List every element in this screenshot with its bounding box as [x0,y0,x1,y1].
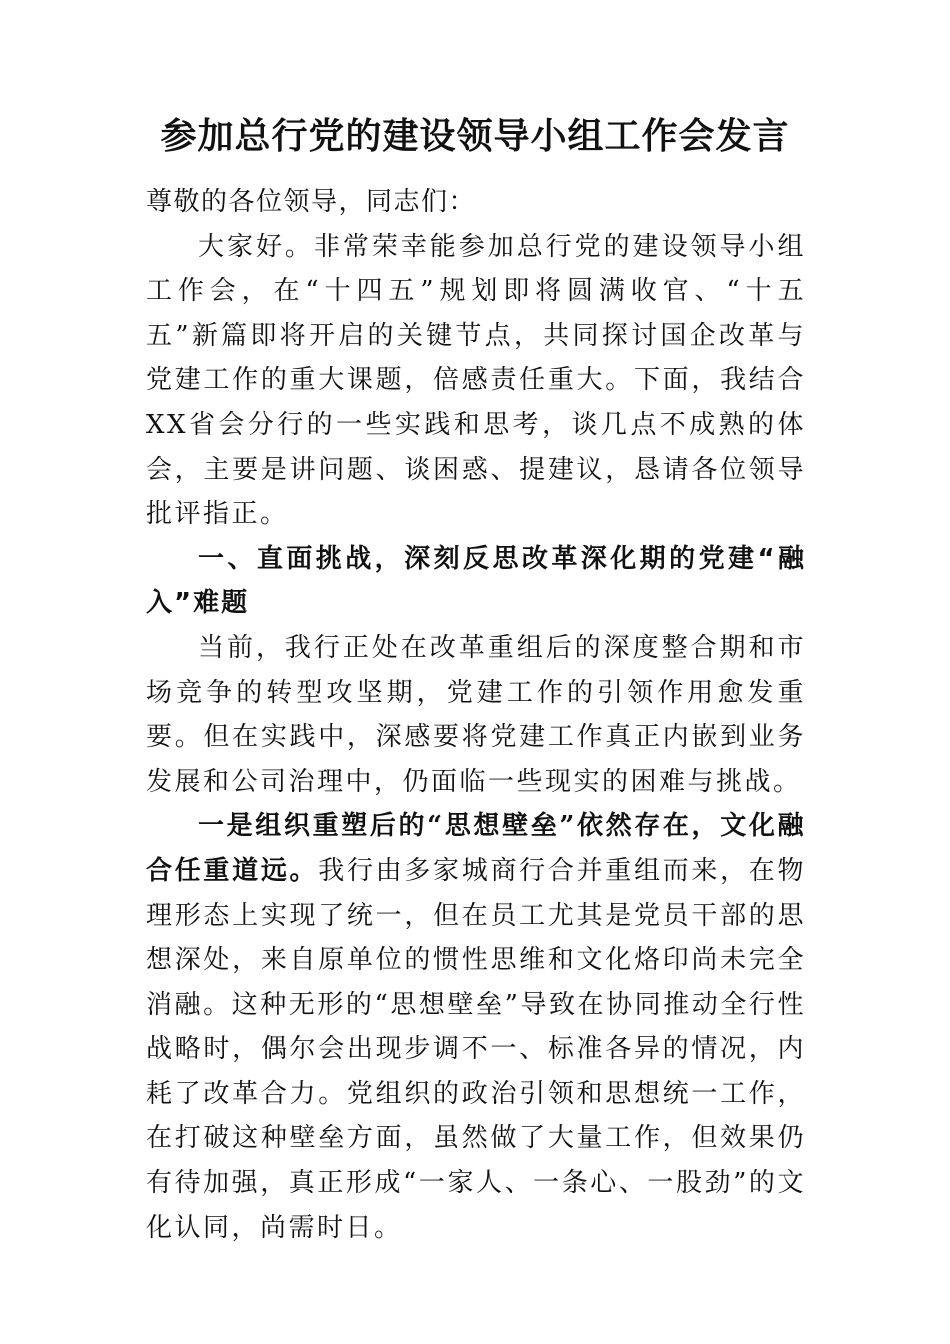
section-1-heading: 一、直面挑战，深刻反思改革深化期的党建“融入”难题 [146,543,806,619]
document-title: 参加总行党的建设领导小组工作会发言 [160,115,790,157]
section-1-paragraph: 当前，我行正处在改革重组后的深度整合期和市场竞争的转型攻坚期，党建工作的引领作用愈发重要。但在实践中，深感要将党建工作真正内嵌到业务发展和公司治理中，仍面临一些现实的困难与挑战。 [146,632,806,797]
document-body [146,180,806,1250]
point-1-lead: 一是组织重塑后的“思想壁垒”依然存在，文化融合任重道远。 [146,811,806,886]
salutation: 尊敬的各位领导，同志们： [146,187,477,217]
intro-paragraph: 大家好。非常荣幸能参加总行党的建设领导小组工作会，在“十四五”规划即将圆满收官、“十五五”新篇即将开启的关键节点，共同探讨国企改革与党建工作的重大课题，倍感责任重大。下面，我结合XX省会分行的一些实践和思考，谈几点不成熟的体会，主要是讲问题、谈困惑、提建议，恳请各位领导批评指正。 [146,231,806,530]
point-1-body: 我行由多家城商行合并重组而来，在物理形态上实现了统一，但在员工尤其是党员干部的思想深处，来自原单位的惯性思维和文化烙印尚未完全消融。这种无形的“思想壁垒”导致在协同推动全行性战略时，偶尔会出现步调不一、标准各异的情况，内耗了改革合力。党组织的政治引领和思想统一工作，在打破这种壁垒方面，虽然做了大量工作，但效果仍有待加强，真正形成“一家人、一条心、一股劲”的文化认同，尚需时日。 [146,855,806,1243]
point-1-paragraph [146,804,806,1250]
